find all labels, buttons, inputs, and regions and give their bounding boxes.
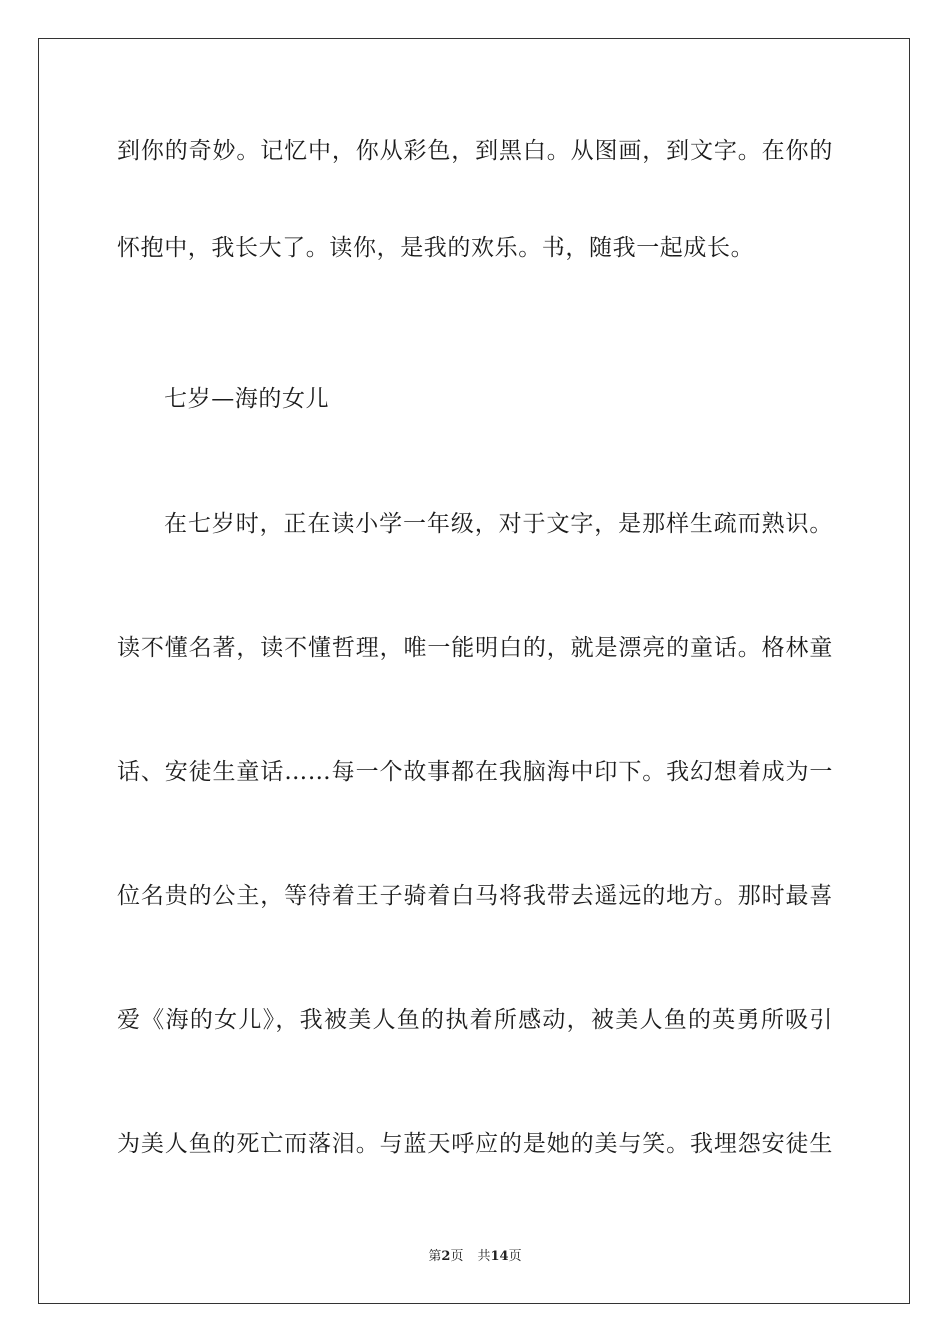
body-line-8: 为美人鱼的死亡而落泪。与蓝天呼应的是她的美与笑。我埋怨安徒生 [117,1131,833,1157]
footer-total-pages: 14 [490,1249,509,1264]
body-line-3: 在七岁时，正在读小学一年级，对于文字，是那样生疏而熟识。 [164,511,833,537]
page-footer [0,1248,950,1266]
body-line-6: 位名贵的公主，等待着王子骑着白马将我带去遥远的地方。那时最喜 [117,883,833,909]
body-line-1: 到你的奇妙。记忆中，你从彩色，到黑白。从图画，到文字。在你的 [117,138,833,164]
section-heading: 七岁—海的女儿 [164,386,330,412]
footer-total-prefix: 共 [477,1249,491,1264]
body-line-4: 读不懂名著，读不懂哲理，唯一能明白的，就是漂亮的童话。格林童 [117,635,833,661]
footer-page-suffix: 页 [450,1249,464,1264]
body-line-7: 爱《海的女儿》，我被美人鱼的执着所感动，被美人鱼的英勇所吸引 [117,1007,833,1033]
page-frame [38,38,910,1304]
footer-total-suffix: 页 [508,1249,522,1264]
footer-page-number: 2 [441,1249,451,1264]
footer-page-prefix: 第 [428,1249,442,1264]
body-line-5: 话、安徒生童话……每一个故事都在我脑海中印下。我幻想着成为一 [117,759,833,785]
body-line-2: 怀抱中，我长大了。读你，是我的欢乐。书，随我一起成长。 [117,235,755,261]
